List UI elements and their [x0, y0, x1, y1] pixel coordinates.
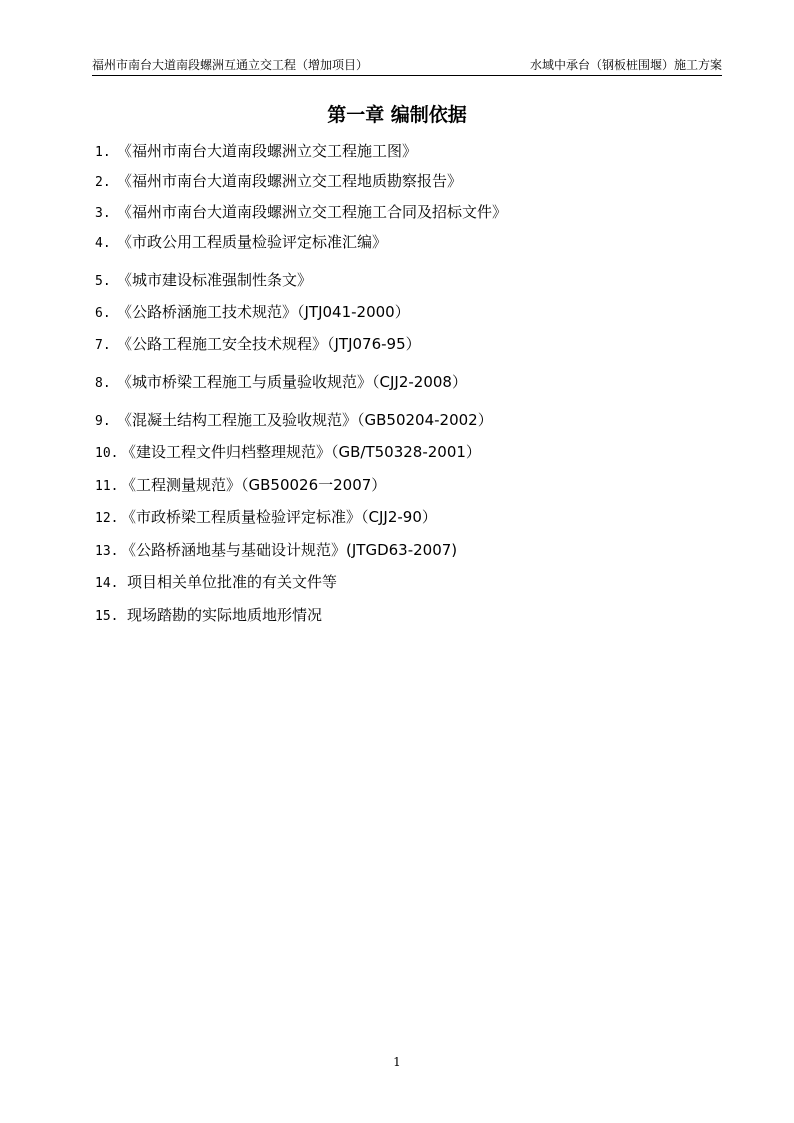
reference-number: 9. [95, 414, 111, 429]
reference-item [95, 605, 322, 627]
reference-text: 《公路桥涵地基与基础设计规范》(JTGD63-2007) [121, 541, 458, 559]
chapter-title: 第一章 编制依据 [327, 104, 467, 126]
reference-number: 4. [95, 236, 111, 251]
reference-text: 现场踏勘的实际地质地形情况 [127, 606, 323, 624]
reference-item [95, 270, 312, 292]
reference-text: 《公路工程施工安全技术规程》（JTJ076-95） [117, 335, 421, 353]
reference-item [95, 572, 337, 594]
reference-number: 13. [95, 544, 119, 559]
reference-text: 《城市桥梁工程施工与质量验收规范》（CJJ2-2008） [117, 373, 467, 391]
reference-text: 《福州市南台大道南段螺洲立交工程施工合同及招标文件》 [117, 203, 508, 221]
reference-item [95, 372, 467, 394]
reference-number: 12. [95, 511, 119, 526]
header-project-name: 福州市南台大道南段螺洲互通立交工程（增加项目） [92, 58, 369, 72]
reference-item [95, 232, 387, 254]
reference-number: 1. [95, 145, 111, 160]
reference-number: 7. [95, 338, 111, 353]
reference-item [95, 475, 386, 497]
reference-text: 《混凝土结构工程施工及验收规范》（GB50204-2002） [117, 411, 493, 429]
reference-item [95, 334, 421, 356]
reference-text: 《福州市南台大道南段螺洲立交工程地质勘察报告》 [117, 172, 463, 190]
reference-text: 《建设工程文件归档整理规范》（GB/T50328-2001） [121, 443, 481, 461]
reference-item [95, 410, 493, 432]
reference-number: 2. [95, 175, 111, 190]
reference-text: 《市政桥梁工程质量检验评定标准》（CJJ2-90） [121, 508, 437, 526]
reference-text: 《公路桥涵施工技术规范》（JTJ041-2000） [117, 303, 410, 321]
reference-text: 《城市建设标准强制性条文》 [117, 271, 313, 289]
reference-text: 《市政公用工程质量检验评定标准汇编》 [117, 233, 388, 251]
reference-item [95, 141, 417, 163]
reference-number: 8. [95, 376, 111, 391]
reference-number: 3. [95, 206, 111, 221]
reference-text: 《福州市南台大道南段螺洲立交工程施工图》 [117, 142, 418, 160]
reference-item [95, 202, 507, 224]
reference-item [95, 302, 410, 324]
reference-item [95, 442, 481, 464]
reference-number: 5. [95, 274, 111, 289]
reference-number: 15. [95, 609, 119, 624]
reference-text: 项目相关单位批准的有关文件等 [127, 573, 338, 591]
reference-item [95, 507, 437, 529]
reference-number: 10. [95, 446, 119, 461]
header-document-title: 水域中承台（钢板桩围堰）施工方案 [529, 58, 722, 72]
reference-item [95, 540, 457, 562]
header-rule [92, 75, 722, 76]
reference-number: 6. [95, 306, 111, 321]
reference-number: 14. [95, 576, 119, 591]
reference-text: 《工程测量规范》（GB50026一2007） [121, 476, 387, 494]
page-number: 1 [393, 1055, 401, 1069]
reference-number: 11. [95, 479, 119, 494]
reference-item [95, 171, 462, 193]
page-header [92, 57, 722, 73]
